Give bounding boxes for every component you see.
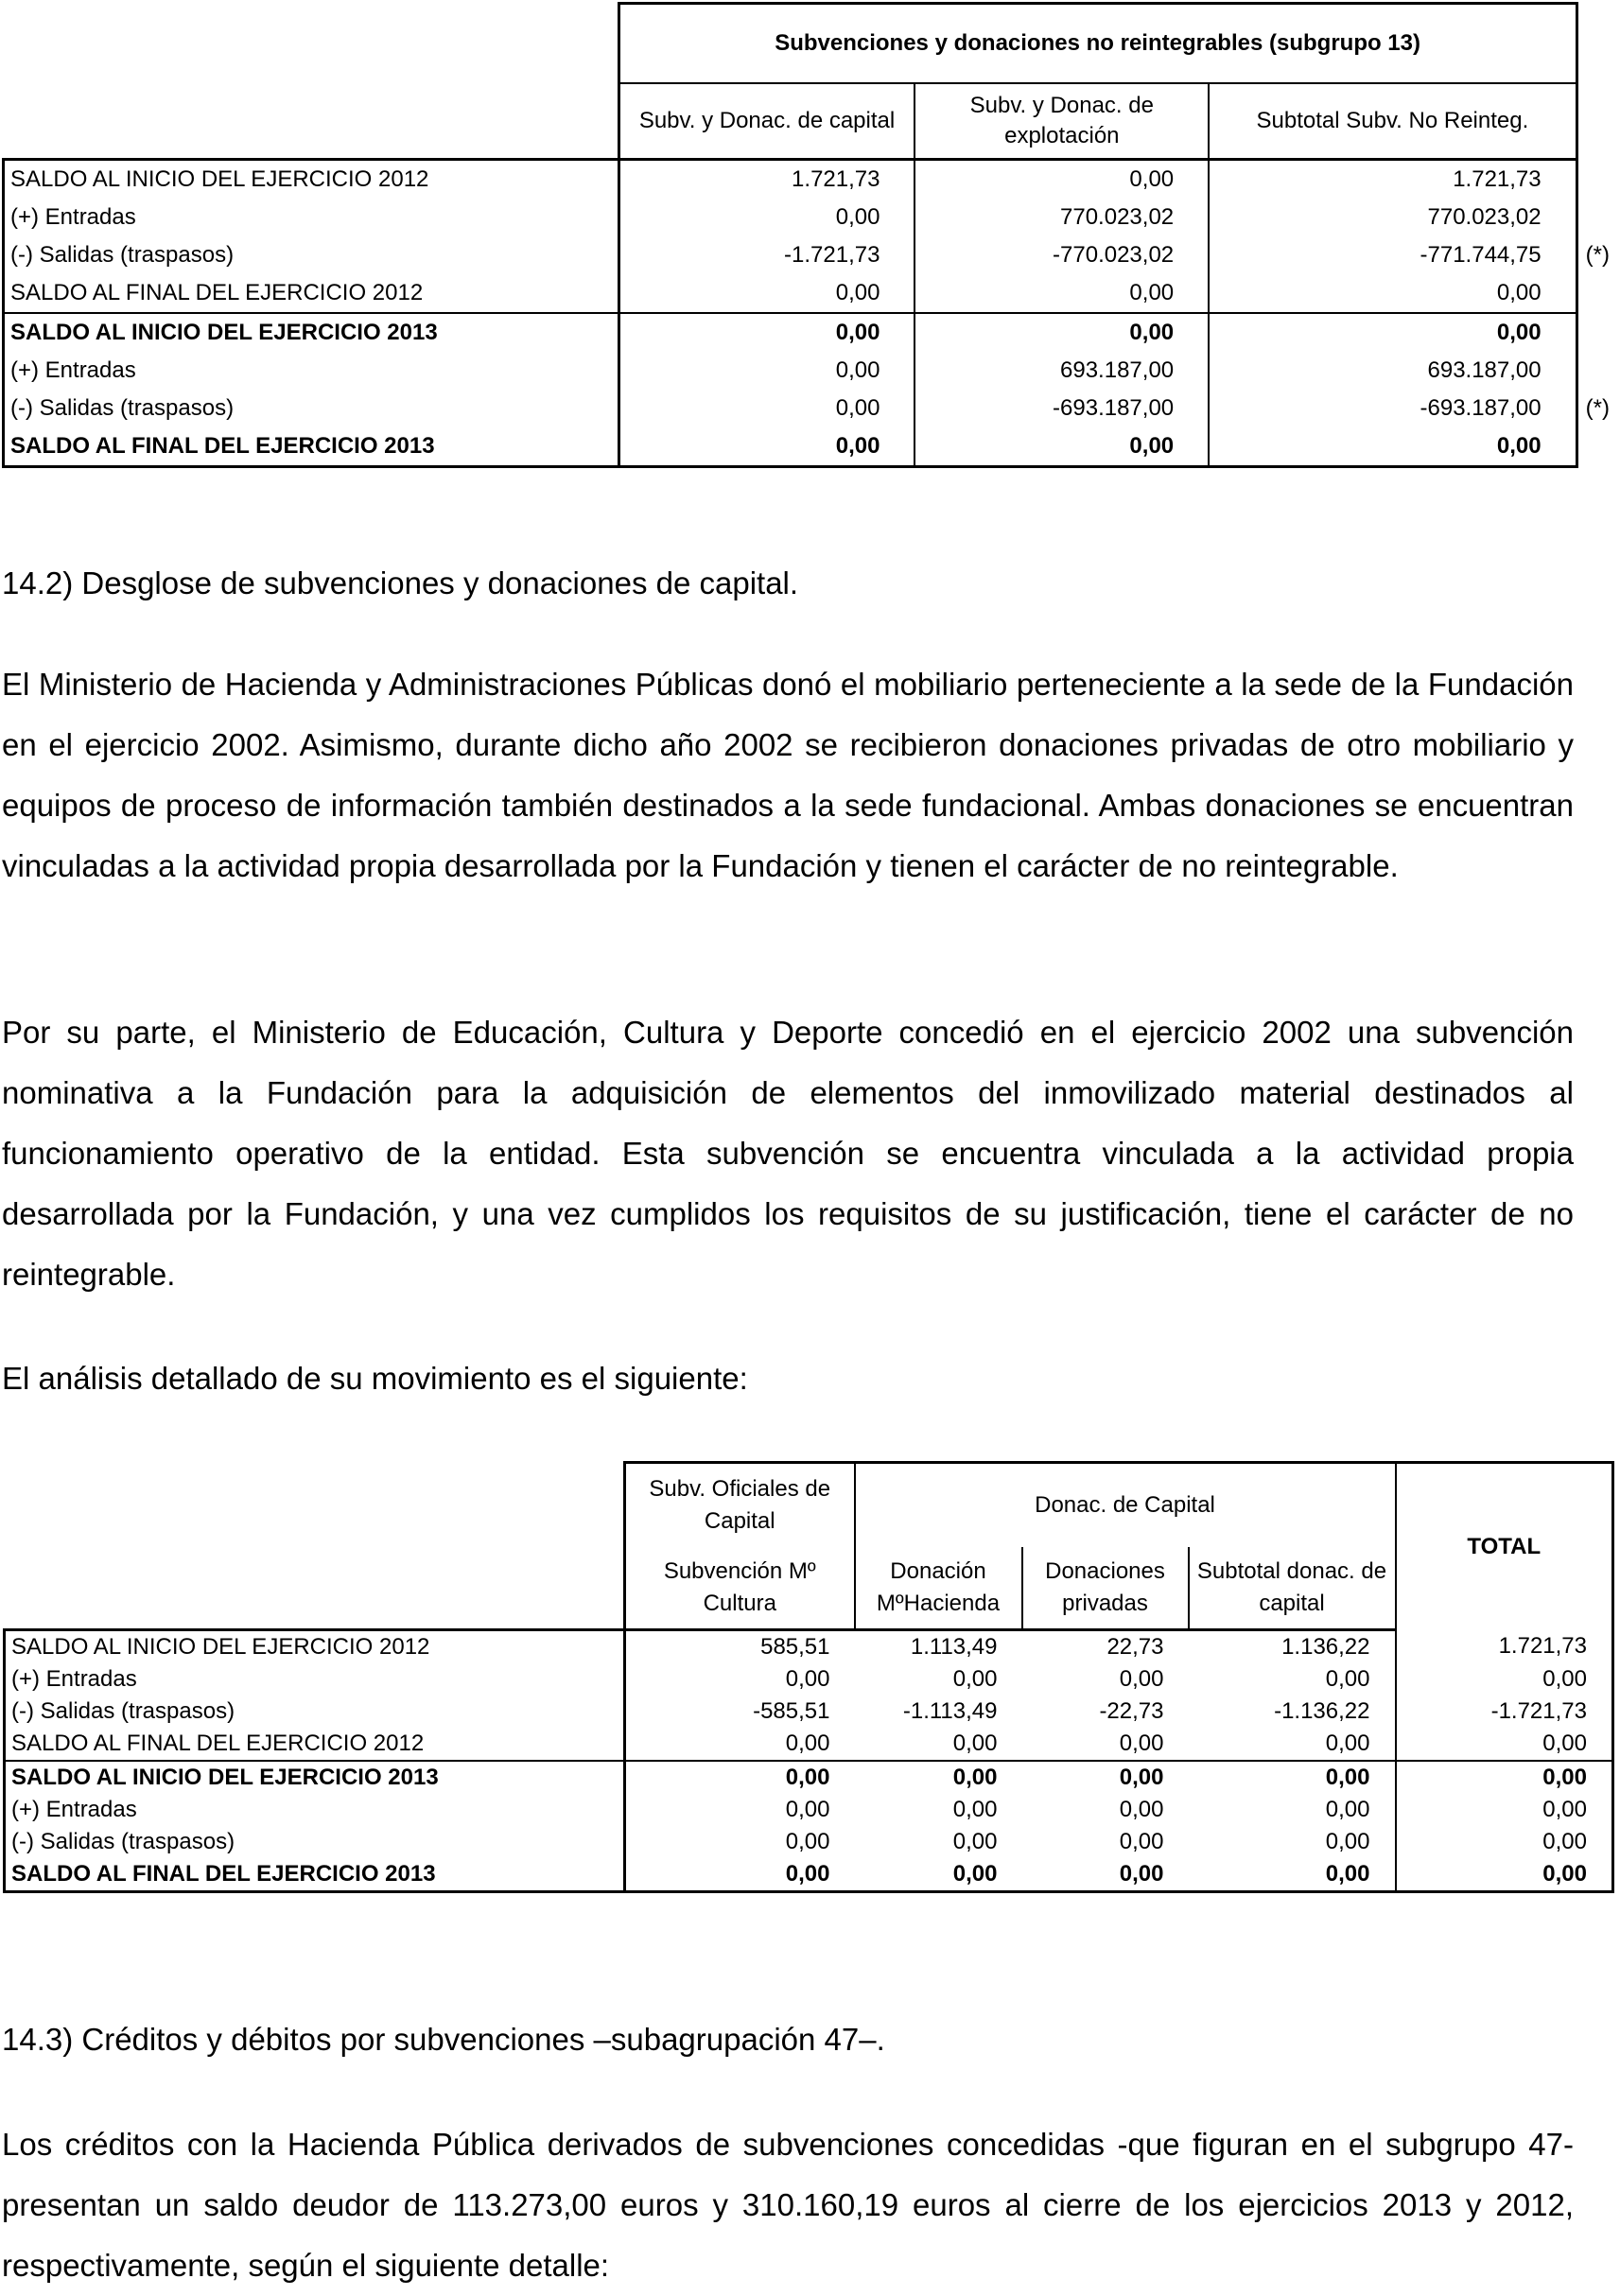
- row-value: 0,00: [1119, 1797, 1164, 1822]
- row-value: 0,00: [1396, 1728, 1613, 1761]
- row-label: (-) Salidas (traspasos): [5, 1696, 625, 1728]
- row-value: 0,00: [1119, 1666, 1164, 1692]
- row-value: 0,00: [625, 1794, 855, 1826]
- row-value: -693.187,00: [915, 390, 1209, 427]
- row-value: 0,00: [1189, 1858, 1396, 1892]
- table-row: [4, 199, 1619, 236]
- section-14-2-paragraph-3: El análisis detallado de su movimiento es el siguiente:: [2, 1361, 748, 1396]
- table-row: [5, 1663, 1613, 1696]
- row-value: 0,00: [625, 1826, 855, 1858]
- row-value: 0,00: [618, 390, 915, 427]
- section-14-2-paragraph-1: El Ministerio de Hacienda y Administraciones Públicas donó el mobiliario perteneciente a la sede de la Fundación en el ejercicio 2002. Asimismo, durante dicho año 2002 se recibieron donaciones privadas de otro mobiliario y equipos de proceso de información también destinados a la sede fundacional. Ambas donaciones se encuentran vinculadas a la actividad propia desarrollada por la Fundación y tienen el carácter de no reintegrable.: [2, 667, 1574, 883]
- row-value: 1.113,49: [910, 1634, 998, 1660]
- row-value: 770.023,02: [915, 199, 1209, 236]
- row-value: 0,00: [625, 1761, 855, 1794]
- section-14-2-paragraph-2: Por su parte, el Ministerio de Educación, Cultura y Deporte concedió en el ejercicio 2002 una subvención nominativa a la Fundación para la adquisición de elementos del inmovilizado material destinados al funcionamiento operativo de la entidad. Esta subvención se encuentra vinculada a la actividad propia desarrollada por la Fundación, y una vez cumplidos los requisitos de su justificación, tiene el carácter de no reintegrable.: [2, 1015, 1574, 1292]
- table-row: [4, 352, 1619, 390]
- row-value: 0,00: [618, 274, 915, 313]
- row-value: 0,00: [1022, 1858, 1189, 1892]
- row-value: -771.744,75: [1209, 236, 1576, 274]
- row-value: 0,00: [952, 1797, 998, 1822]
- table2-col-header-subtotal: Subtotal donac. de capital: [1189, 1547, 1396, 1630]
- footnote-mark: [1576, 160, 1618, 200]
- row-label: SALDO AL INICIO DEL EJERCICIO 2012: [4, 160, 619, 200]
- row-value: 770.023,02: [1209, 199, 1576, 236]
- row-label: (+) Entradas: [5, 1663, 625, 1696]
- capital-grants-table: [3, 1461, 1614, 1893]
- table1-col-header-capital: Subv. y Donac. de capital: [618, 83, 915, 160]
- table1-col-header-subtotal: Subtotal Subv. No Reinteg.: [1209, 83, 1576, 160]
- grants-balance-table: [2, 2, 1620, 468]
- row-value: 0,00: [1396, 1794, 1613, 1826]
- section-14-2-heading: 14.2) Desglose de subvenciones y donaciones de capital.: [2, 565, 799, 600]
- row-value: 0,00: [625, 1728, 855, 1761]
- row-value: 1.136,22: [1281, 1634, 1370, 1660]
- row-value: 1.721,73: [618, 160, 915, 200]
- row-value: 0,00: [625, 1858, 855, 1892]
- section-14-3-heading: 14.3) Créditos y débitos por subvenciones –subagrupación 47–.: [2, 2022, 885, 2057]
- row-value: 0,00: [1396, 1761, 1613, 1794]
- row-value: 0,00: [915, 160, 1209, 200]
- table-row: [5, 1630, 1613, 1664]
- row-value: -1.113,49: [902, 1698, 998, 1724]
- section-14-3-paragraph: Los créditos con la Hacienda Pública derivados de subvenciones concedidas -que figuran en el subgrupo 47- presentan un saldo deudor de 113.273,00 euros y 310.160,19 euros al cierre de los ejercicios 2013 y 2012, respectivamente, según el siguiente detalle:: [2, 2127, 1574, 2283]
- row-value: 0,00: [1325, 1829, 1370, 1854]
- row-label: SALDO AL FINAL DEL EJERCICIO 2013: [4, 427, 619, 467]
- row-value: 0,00: [915, 313, 1209, 352]
- footnote-mark: [1576, 199, 1618, 236]
- row-label: SALDO AL INICIO DEL EJERCICIO 2013: [4, 313, 619, 352]
- row-label: SALDO AL FINAL DEL EJERCICIO 2012: [5, 1728, 625, 1761]
- row-value: 0,00: [1325, 1731, 1370, 1756]
- row-label: SALDO AL FINAL DEL EJERCICIO 2013: [5, 1858, 625, 1892]
- row-value: 22,73: [1106, 1634, 1164, 1660]
- table-row: [5, 1761, 1613, 1794]
- row-label: (+) Entradas: [5, 1794, 625, 1826]
- table-row: [5, 1826, 1613, 1858]
- footnote-mark: [1576, 352, 1618, 390]
- table-row: [4, 427, 1619, 467]
- row-value: 0,00: [618, 313, 915, 352]
- row-value: 0,00: [1189, 1761, 1396, 1794]
- row-value: 0,00: [952, 1666, 998, 1692]
- row-value: 0,00: [1325, 1666, 1370, 1692]
- row-label: SALDO AL FINAL DEL EJERCICIO 2012: [4, 274, 619, 313]
- row-value: 1.721,73: [1396, 1630, 1613, 1664]
- row-value: -1.721,73: [618, 236, 915, 274]
- table2-col-header-cultura: Subvención Mº Cultura: [625, 1547, 855, 1630]
- row-value: 0,00: [952, 1731, 998, 1756]
- row-value: 1.721,73: [1209, 160, 1576, 200]
- table-row: [4, 236, 1619, 274]
- row-value: 0,00: [1396, 1826, 1613, 1858]
- table2-body: [5, 1630, 1613, 1892]
- table-row: [4, 313, 1619, 352]
- row-value: 0,00: [618, 352, 915, 390]
- footnote-mark: (*): [1585, 242, 1610, 268]
- footnote-mark: (*): [1585, 395, 1610, 421]
- row-value: 0,00: [1209, 313, 1576, 352]
- table1-group-header: Subvenciones y donaciones no reintegrables (subgrupo 13): [618, 4, 1576, 84]
- table-row: [5, 1794, 1613, 1826]
- row-value: -1.136,22: [1274, 1698, 1370, 1724]
- row-value: 0,00: [855, 1858, 1022, 1892]
- row-label: (+) Entradas: [4, 352, 619, 390]
- row-value: 693.187,00: [1209, 352, 1576, 390]
- table-row: [5, 1858, 1613, 1892]
- row-value: -770.023,02: [915, 236, 1209, 274]
- row-value: -22,73: [1099, 1698, 1164, 1724]
- row-label: SALDO AL INICIO DEL EJERCICIO 2013: [5, 1761, 625, 1794]
- row-value: 0,00: [625, 1663, 855, 1696]
- row-value: 0,00: [1209, 427, 1576, 467]
- table-row: [4, 160, 1619, 200]
- row-value: -1.721,73: [1396, 1696, 1613, 1728]
- table-row: [4, 390, 1619, 427]
- table-row: [5, 1728, 1613, 1761]
- table-row: [5, 1696, 1613, 1728]
- footnote-mark: [1576, 427, 1618, 467]
- row-label: (-) Salidas (traspasos): [4, 390, 619, 427]
- table2-col-header-hacienda: Donación MºHacienda: [855, 1547, 1022, 1630]
- row-value: 0,00: [1119, 1731, 1164, 1756]
- row-value: 0,00: [1119, 1829, 1164, 1854]
- row-label: (-) Salidas (traspasos): [5, 1826, 625, 1858]
- row-value: 0,00: [1325, 1797, 1370, 1822]
- row-value: 0,00: [1396, 1858, 1613, 1892]
- row-label: (+) Entradas: [4, 199, 619, 236]
- table2-header-donac-capital: Donac. de Capital: [855, 1463, 1396, 1548]
- row-value: 0,00: [1396, 1663, 1613, 1696]
- row-value: -585,51: [625, 1696, 855, 1728]
- row-value: 0,00: [915, 427, 1209, 467]
- row-value: 0,00: [1209, 274, 1576, 313]
- footnote-mark: [1576, 313, 1618, 352]
- row-value: 0,00: [618, 427, 915, 467]
- row-value: 0,00: [855, 1761, 1022, 1794]
- table-row: [4, 274, 1619, 313]
- row-value: 0,00: [952, 1829, 998, 1854]
- row-value: 0,00: [915, 274, 1209, 313]
- row-value: -693.187,00: [1209, 390, 1576, 427]
- row-label: SALDO AL INICIO DEL EJERCICIO 2012: [5, 1630, 625, 1664]
- row-value: 585,51: [625, 1630, 855, 1664]
- table2-header-total: TOTAL: [1396, 1463, 1613, 1630]
- table2-col-header-privadas: Donaciones privadas: [1022, 1547, 1189, 1630]
- row-value: 0,00: [1022, 1761, 1189, 1794]
- table1-col-header-explotacion: Subv. y Donac. de explotación: [915, 83, 1209, 160]
- table1-body: [4, 160, 1619, 467]
- row-label: (-) Salidas (traspasos): [4, 236, 619, 274]
- row-value: 0,00: [618, 199, 915, 236]
- footnote-mark: [1576, 274, 1618, 313]
- row-value: 693.187,00: [915, 352, 1209, 390]
- table2-header-subv-oficiales: Subv. Oficiales de Capital: [625, 1463, 855, 1548]
